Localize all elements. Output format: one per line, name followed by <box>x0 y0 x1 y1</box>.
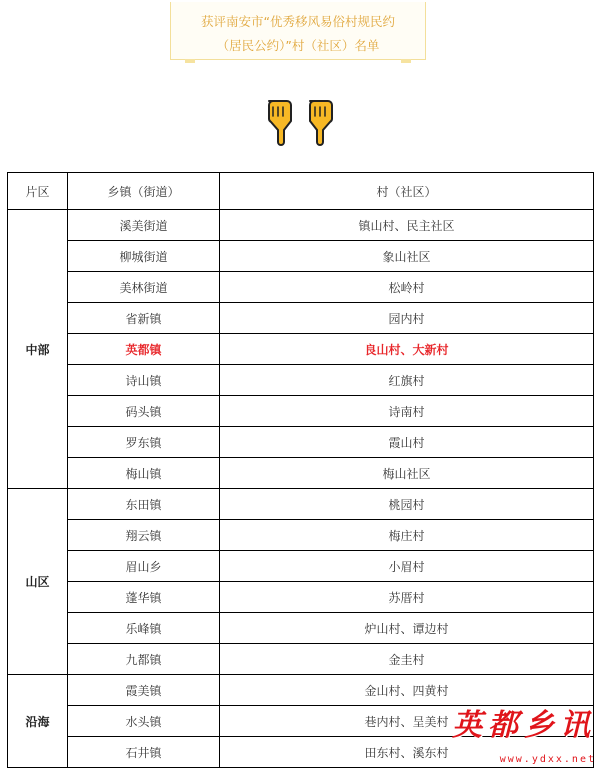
column-header-village: 村（社区） <box>220 173 594 210</box>
village-cell: 巷内村、呈美村 <box>220 706 594 737</box>
watermark-text: 英都乡讯 <box>452 708 596 743</box>
table-row <box>8 334 594 365</box>
table-row <box>8 551 594 582</box>
town-cell: 罗东镇 <box>68 427 220 458</box>
village-cell: 金山村、四黄村 <box>220 675 594 706</box>
village-cell: 红旗村 <box>220 365 594 396</box>
village-cell: 炉山村、谭边村 <box>220 613 594 644</box>
village-cell: 松岭村 <box>220 272 594 303</box>
table-row <box>8 272 594 303</box>
town-cell: 蓬华镇 <box>68 582 220 613</box>
table-row <box>8 489 594 520</box>
watermark-url: www.ydxx.net <box>499 754 596 765</box>
town-cell: 乐峰镇 <box>68 613 220 644</box>
village-cell: 田东村、溪东村 <box>220 737 594 768</box>
pointing-hands <box>264 97 336 147</box>
village-cell: 小眉村 <box>220 551 594 582</box>
table-row <box>8 458 594 489</box>
table-row <box>8 303 594 334</box>
town-cell: 溪美街道 <box>68 210 220 241</box>
town-cell: 眉山乡 <box>68 551 220 582</box>
village-cell: 良山村、大新村 <box>220 334 594 365</box>
table-row <box>8 365 594 396</box>
village-table <box>7 172 594 768</box>
town-cell: 柳城街道 <box>68 241 220 272</box>
village-cell: 霞山村 <box>220 427 594 458</box>
town-cell: 翔云镇 <box>68 520 220 551</box>
town-cell: 美林街道 <box>68 272 220 303</box>
table-row <box>8 210 594 241</box>
pointing-down-hand-icon <box>269 101 291 145</box>
village-cell: 诗南村 <box>220 396 594 427</box>
pointing-down-hand-icon <box>310 101 332 145</box>
table-row <box>8 613 594 644</box>
town-cell: 省新镇 <box>68 303 220 334</box>
town-cell: 水头镇 <box>68 706 220 737</box>
town-cell: 英都镇 <box>68 334 220 365</box>
village-cell: 梅山社区 <box>220 458 594 489</box>
table-header-row <box>8 173 594 210</box>
table-row <box>8 396 594 427</box>
title-line-1: 获评南安市“优秀移风易俗村规民约 <box>201 14 395 29</box>
table-row <box>8 520 594 551</box>
table-body <box>8 210 594 768</box>
town-cell: 东田镇 <box>68 489 220 520</box>
town-cell: 梅山镇 <box>68 458 220 489</box>
table-row <box>8 644 594 675</box>
village-cell: 象山社区 <box>220 241 594 272</box>
village-cell: 金圭村 <box>220 644 594 675</box>
column-header-town: 乡镇（街道） <box>68 173 220 210</box>
title-banner <box>170 2 426 60</box>
table-row <box>8 241 594 272</box>
town-cell: 九都镇 <box>68 644 220 675</box>
region-cell: 山区 <box>8 489 68 675</box>
region-cell: 沿海 <box>8 675 68 768</box>
town-cell: 码头镇 <box>68 396 220 427</box>
village-cell: 镇山村、民主社区 <box>220 210 594 241</box>
title-line-2: （居民公约）”村（社区）名单 <box>216 38 380 53</box>
town-cell: 霞美镇 <box>68 675 220 706</box>
village-cell: 梅庄村 <box>220 520 594 551</box>
watermark <box>450 700 600 767</box>
table-row <box>8 427 594 458</box>
region-cell: 中部 <box>8 210 68 489</box>
village-cell: 园内村 <box>220 303 594 334</box>
town-cell: 石井镇 <box>68 737 220 768</box>
town-cell: 诗山镇 <box>68 365 220 396</box>
column-header-region: 片区 <box>8 173 68 210</box>
table-row <box>8 582 594 613</box>
village-cell: 苏厝村 <box>220 582 594 613</box>
village-cell: 桃园村 <box>220 489 594 520</box>
